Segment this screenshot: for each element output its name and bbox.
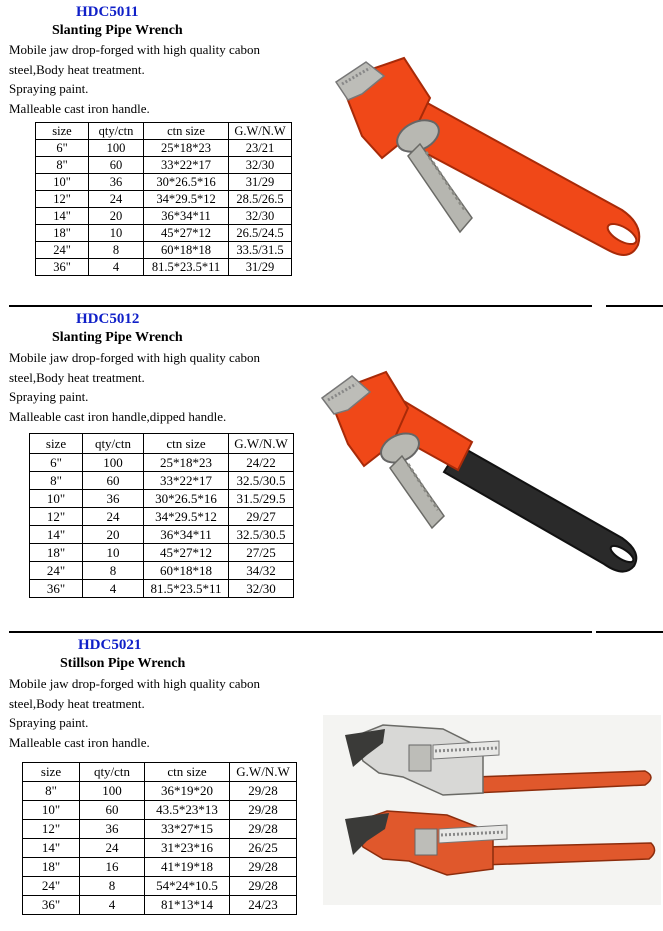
column-header: G.W/N.W <box>229 123 292 140</box>
table-cell: 29/28 <box>230 801 297 820</box>
column-header: qty/ctn <box>83 434 144 454</box>
table-cell: 8 <box>80 877 145 896</box>
table-cell: 10" <box>30 490 83 508</box>
table-cell: 60 <box>80 801 145 820</box>
table-header-row <box>30 434 294 454</box>
table-cell: 32.5/30.5 <box>229 472 294 490</box>
section-divider <box>596 631 663 633</box>
spec-table <box>35 122 292 276</box>
table-cell: 6" <box>30 454 83 472</box>
table-cell: 34*29.5*12 <box>144 191 229 208</box>
table-cell: 33*22*17 <box>144 157 229 174</box>
table-row <box>36 242 292 259</box>
column-header: ctn size <box>145 763 230 782</box>
table-cell: 10" <box>36 174 89 191</box>
slanting-pipe-wrench-image <box>322 40 662 310</box>
table-row <box>23 782 297 801</box>
table-cell: 32/30 <box>229 580 294 598</box>
table-cell: 26.5/24.5 <box>229 225 292 242</box>
table-cell: 36*19*20 <box>145 782 230 801</box>
product-description <box>9 674 260 752</box>
table-cell: 45*27*12 <box>144 544 229 562</box>
table-cell: 32.5/30.5 <box>229 526 294 544</box>
table-row <box>30 454 294 472</box>
table-row <box>30 544 294 562</box>
table-cell: 60*18*18 <box>144 562 229 580</box>
column-header: ctn size <box>144 434 229 454</box>
product-name: Stillson Pipe Wrench <box>60 656 186 671</box>
table-row <box>23 877 297 896</box>
table-cell: 34/32 <box>229 562 294 580</box>
table-row <box>36 157 292 174</box>
table-cell: 8" <box>23 782 80 801</box>
table-cell: 60 <box>83 472 144 490</box>
table-row <box>23 858 297 877</box>
table-row <box>30 526 294 544</box>
table-row <box>36 174 292 191</box>
table-cell: 33.5/31.5 <box>229 242 292 259</box>
column-header: G.W/N.W <box>229 434 294 454</box>
description-line: Mobile jaw drop-forged with high quality cabon <box>9 42 261 57</box>
table-cell: 33*22*17 <box>144 472 229 490</box>
table-cell: 32/30 <box>229 208 292 225</box>
table-cell: 25*18*23 <box>144 454 229 472</box>
table-cell: 24 <box>89 191 144 208</box>
product-name: Slanting Pipe Wrench <box>52 330 183 345</box>
column-header: G.W/N.W <box>230 763 297 782</box>
table-cell: 81.5*23.5*11 <box>144 580 229 598</box>
product-description <box>9 348 260 426</box>
description-line: Malleable cast iron handle,dipped handle. <box>9 408 227 424</box>
column-header: size <box>36 123 89 140</box>
table-cell: 24" <box>30 562 83 580</box>
table-cell: 18" <box>36 225 89 242</box>
table-cell: 29/28 <box>230 782 297 801</box>
table-cell: 31/29 <box>229 259 292 276</box>
table-cell: 27/25 <box>229 544 294 562</box>
table-cell: 18" <box>23 858 80 877</box>
table-cell: 8 <box>83 562 144 580</box>
table-row <box>30 472 294 490</box>
table-cell: 31.5/29.5 <box>229 490 294 508</box>
table-cell: 32/30 <box>229 157 292 174</box>
table-row <box>23 839 297 858</box>
product-code: HDC5021 <box>78 637 142 653</box>
table-cell: 24 <box>83 508 144 526</box>
table-cell: 100 <box>80 782 145 801</box>
table-cell: 41*19*18 <box>145 858 230 877</box>
table-cell: 31/29 <box>229 174 292 191</box>
table-cell: 24/23 <box>230 896 297 915</box>
table-cell: 8 <box>89 242 144 259</box>
table-row <box>36 208 292 225</box>
table-cell: 29/28 <box>230 820 297 839</box>
section-divider <box>9 305 592 307</box>
table-cell: 8" <box>30 472 83 490</box>
table-cell: 24 <box>80 839 145 858</box>
table-cell: 29/28 <box>230 858 297 877</box>
table-cell: 34*29.5*12 <box>144 508 229 526</box>
table-cell: 20 <box>89 208 144 225</box>
section-divider <box>606 305 663 307</box>
section-divider <box>9 631 592 633</box>
table-cell: 14" <box>23 839 80 858</box>
table-cell: 29/27 <box>229 508 294 526</box>
table-cell: 36*34*11 <box>144 526 229 544</box>
description-line: Malleable cast iron handle. <box>9 734 150 750</box>
table-cell: 10 <box>89 225 144 242</box>
table-cell: 10" <box>23 801 80 820</box>
column-header: size <box>30 434 83 454</box>
table-header-row <box>36 123 292 140</box>
table-cell: 60 <box>89 157 144 174</box>
table-cell: 8" <box>36 157 89 174</box>
table-cell: 45*27*12 <box>144 225 229 242</box>
table-cell: 20 <box>83 526 144 544</box>
table-row <box>36 191 292 208</box>
column-header: qty/ctn <box>80 763 145 782</box>
table-row <box>36 140 292 157</box>
table-cell: 12" <box>36 191 89 208</box>
table-cell: 60*18*18 <box>144 242 229 259</box>
column-header: size <box>23 763 80 782</box>
table-cell: 23/21 <box>229 140 292 157</box>
stillson-pipe-wrench-image <box>323 715 661 905</box>
table-cell: 24" <box>36 242 89 259</box>
table-cell: 43.5*23*13 <box>145 801 230 820</box>
table-cell: 12" <box>30 508 83 526</box>
table-cell: 31*23*16 <box>145 839 230 858</box>
table-cell: 25*18*23 <box>144 140 229 157</box>
table-cell: 36 <box>80 820 145 839</box>
table-row <box>23 820 297 839</box>
table-cell: 36 <box>89 174 144 191</box>
product-name: Slanting Pipe Wrench <box>52 23 183 38</box>
table-cell: 36" <box>30 580 83 598</box>
table-row <box>30 490 294 508</box>
table-cell: 30*26.5*16 <box>144 174 229 191</box>
table-cell: 33*27*15 <box>145 820 230 839</box>
description-line: Spraying paint. <box>9 81 89 96</box>
description-line: steel,Body heat treatment. <box>9 369 145 385</box>
table-cell: 30*26.5*16 <box>144 490 229 508</box>
description-line: Malleable cast iron handle. <box>9 100 150 116</box>
description-line: steel,Body heat treatment. <box>9 61 145 77</box>
product-code: HDC5012 <box>76 311 140 327</box>
table-cell: 12" <box>23 820 80 839</box>
table-cell: 24" <box>23 877 80 896</box>
table-cell: 100 <box>89 140 144 157</box>
table-cell: 81*13*14 <box>145 896 230 915</box>
table-row <box>30 508 294 526</box>
table-cell: 54*24*10.5 <box>145 877 230 896</box>
table-cell: 16 <box>80 858 145 877</box>
description-line: Mobile jaw drop-forged with high quality cabon <box>9 676 261 691</box>
table-cell: 26/25 <box>230 839 297 858</box>
table-cell: 81.5*23.5*11 <box>144 259 229 276</box>
spec-table <box>22 762 297 915</box>
spec-table <box>29 433 294 598</box>
table-row <box>36 225 292 242</box>
product-code: HDC5011 <box>76 4 139 20</box>
table-cell: 4 <box>80 896 145 915</box>
table-cell: 14" <box>30 526 83 544</box>
description-line: Mobile jaw drop-forged with high quality cabon <box>9 350 261 365</box>
table-row <box>23 896 297 915</box>
table-row <box>30 580 294 598</box>
table-row <box>30 562 294 580</box>
slanting-pipe-wrench-dipped-image <box>312 358 652 578</box>
table-row <box>36 259 292 276</box>
table-cell: 29/28 <box>230 877 297 896</box>
column-header: ctn size <box>144 123 229 140</box>
table-cell: 10 <box>83 544 144 562</box>
table-cell: 14" <box>36 208 89 225</box>
table-cell: 100 <box>83 454 144 472</box>
description-line: steel,Body heat treatment. <box>9 695 145 711</box>
table-cell: 4 <box>89 259 144 276</box>
table-cell: 36" <box>23 896 80 915</box>
description-line: Spraying paint. <box>9 389 89 404</box>
table-header-row <box>23 763 297 782</box>
table-cell: 28.5/26.5 <box>229 191 292 208</box>
table-cell: 18" <box>30 544 83 562</box>
column-header: qty/ctn <box>89 123 144 140</box>
table-cell: 36*34*11 <box>144 208 229 225</box>
product-description <box>9 40 260 118</box>
table-cell: 36 <box>83 490 144 508</box>
table-cell: 6" <box>36 140 89 157</box>
table-row <box>23 801 297 820</box>
table-cell: 36" <box>36 259 89 276</box>
table-cell: 24/22 <box>229 454 294 472</box>
description-line: Spraying paint. <box>9 715 89 730</box>
table-cell: 4 <box>83 580 144 598</box>
